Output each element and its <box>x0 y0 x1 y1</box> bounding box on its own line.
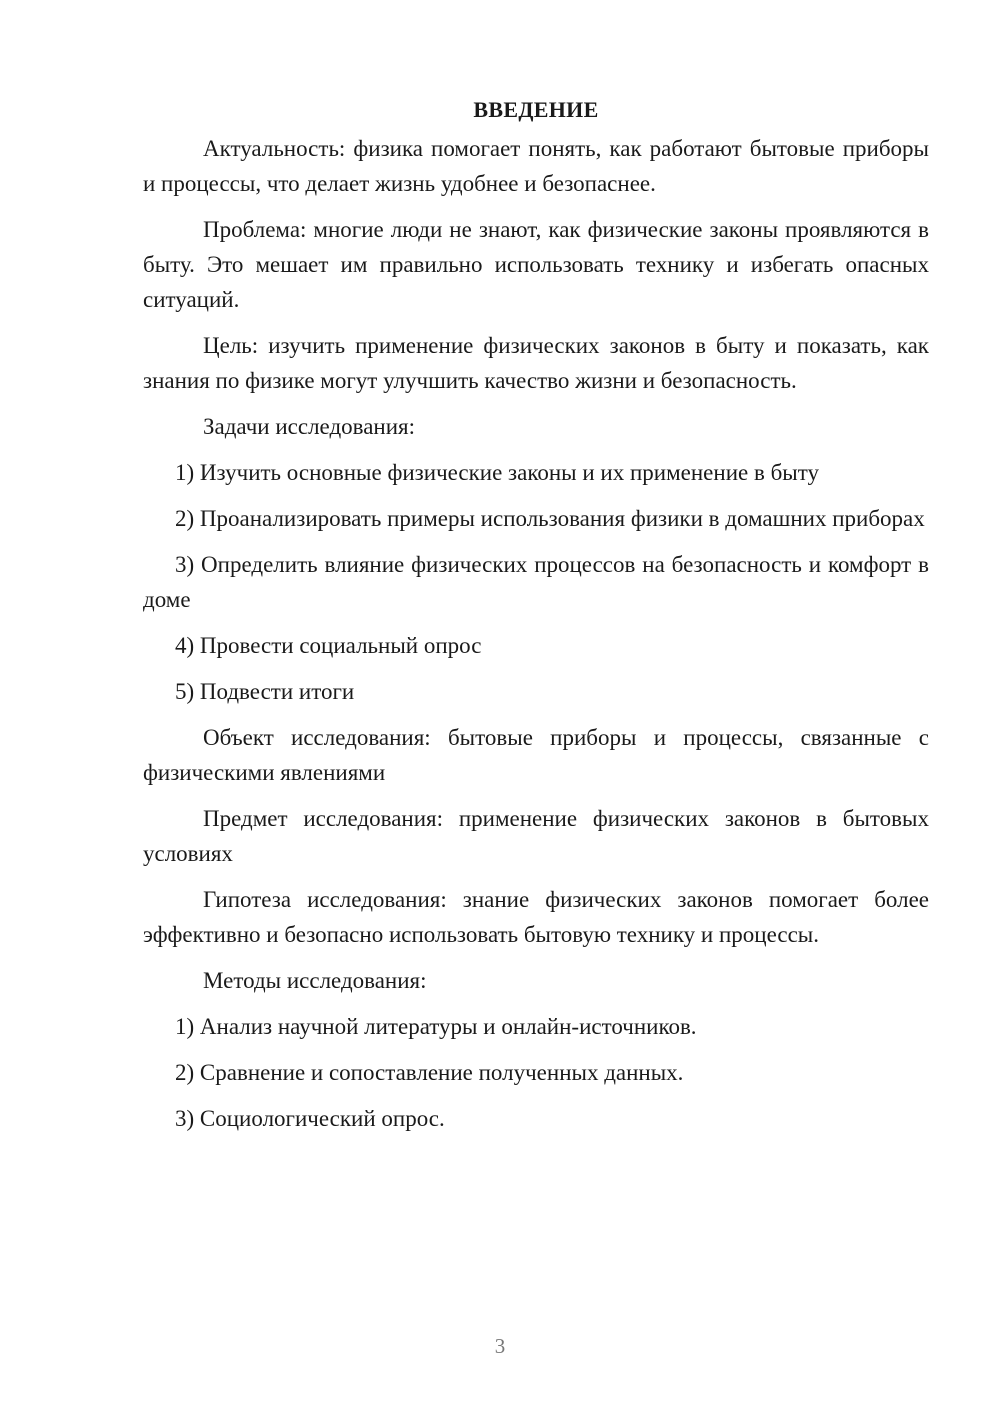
section-title: ВВЕДЕНИЕ <box>473 97 599 122</box>
paragraph-problem: Проблема: многие люди не знают, как физические законы проявляются в быту. Это мешает им правильно использовать технику и избегать опасных ситуаций. <box>143 217 929 312</box>
list-item-task-5: 5) Подвести итоги <box>175 679 355 704</box>
list-item-method-2: 2) Сравнение и сопоставление полученных данных. <box>175 1060 684 1085</box>
list-item-task-2: 2) Проанализировать примеры использования физики в домашних приборах <box>175 506 925 531</box>
paragraph-methods-heading: Методы исследования: <box>203 968 427 993</box>
list-item-task-4: 4) Провести социальный опрос <box>175 633 482 658</box>
paragraph-goal: Цель: изучить применение физических законов в быту и показать, как знания по физике могут улучшить качество жизни и безопасность. <box>143 333 929 393</box>
list-item-method-1: 1) Анализ научной литературы и онлайн-источников. <box>175 1014 697 1039</box>
list-item-task-3: 3) Определить влияние физических процессов на безопасность и комфорт в доме <box>143 552 929 612</box>
list-item-task-1: 1) Изучить основные физические законы и их применение в быту <box>175 460 819 485</box>
paragraph-subject: Предмет исследования: применение физических законов в бытовых условиях <box>143 806 929 866</box>
paragraph-relevance: Актуальность: физика помогает понять, как работают бытовые приборы и процессы, что делает жизнь удобнее и безопаснее. <box>143 136 929 196</box>
page-content <box>143 92 929 1147</box>
page-number: 3 <box>494 1334 506 1358</box>
paragraph-object: Объект исследования: бытовые приборы и процессы, связанные с физическими явлениями <box>143 725 929 785</box>
list-item-method-3: 3) Социологический опрос. <box>175 1106 445 1131</box>
paragraph-hypothesis: Гипотеза исследования: знание физических законов помогает более эффективно и безопасно использовать бытовую технику и процессы. <box>143 887 929 947</box>
paragraph-tasks-heading: Задачи исследования: <box>203 414 416 439</box>
